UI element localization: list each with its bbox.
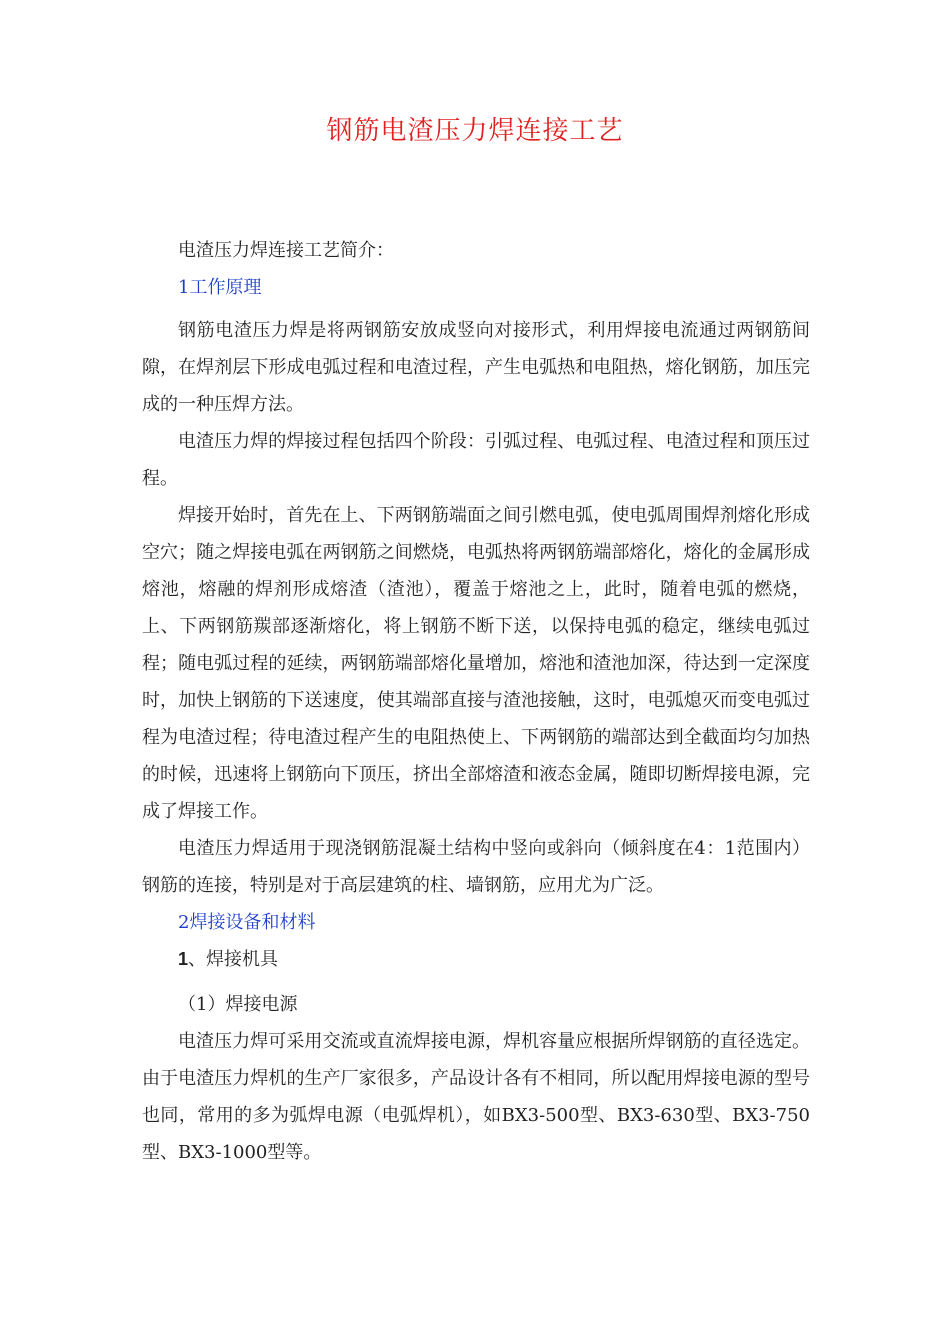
paragraph: 焊接开始时，首先在上、下两钢筋端面之间引燃电弧，使电弧周围焊剂熔化形成空穴；随之焊接电弧在两钢筋之间燃烧，电弧热将两钢筋端部熔化，熔化的金属形成熔池，熔融的焊剂形成熔渣（渣池），覆盖于熔池之上，此时，随着电弧的燃烧，上、下两钢筋羰部逐渐熔化，将上钢筋不断下送，以保持电弧的稳定，继续电弧过程；随电弧过程的延续，两钢筋端部熔化量增加，熔池和渣池加深，待达到一定深度时，加快上钢筋的下送速度，使其端部直接与渣池接触，这时，电弧熄灭而变电弧过程为电渣过程；待电渣过程产生的电阻热使上、下两钢筋的端部达到全截面均匀加热的时候，迅速将上钢筋向下顶压，挤出全部熔渣和液态金属，随即切断焊接电源，完成了焊接工作。 <box>142 505 810 822</box>
document-title: 钢筋电渣压力焊连接工艺 <box>326 116 624 146</box>
paragraph: 电渣压力焊可采用交流或直流焊接电源，焊机容量应根据所焊钢筋的直径选定。由于电渣压力焊机的生产厂家很多，产品设计各有不相同，所以配用焊接电源的型号也同，常用的多为弧焊电源（电弧焊机），如BX3-500型、BX3-630型、BX3-750型、BX3-1000型等。 <box>142 1031 810 1163</box>
section-heading-principle: 1工作原理 <box>178 277 262 298</box>
section-heading-equipment: 2焊接设备和材料 <box>178 912 316 933</box>
paragraph: 钢筋电渣压力焊是将两钢筋安放成竖向对接形式，利用焊接电流通过两钢筋间隙，在焊剂层下形成电弧过程和电渣过程，产生电弧热和电阻热，熔化钢筋，加压完成的一种压焊方法。 <box>142 320 810 415</box>
subheading-number: 1 <box>178 949 189 969</box>
subheading-power-source: （1）焊接电源 <box>178 994 298 1015</box>
subheading-text: 、焊接机具 <box>188 949 279 970</box>
paragraph: 电渣压力焊的焊接过程包括四个阶段：引弧过程、电弧过程、电渣过程和顶压过程。 <box>142 431 810 489</box>
document-body <box>142 232 810 1171</box>
paragraph: 电渣压力焊适用于现浇钢筋混凝土结构中竖向或斜向（倾斜度在4：1范围内）钢筋的连接，特别是对于高层建筑的柱、墙钢筋，应用尤为广泛。 <box>142 838 810 896</box>
subheading-welding-tools <box>142 941 810 978</box>
intro-line: 电渣压力焊连接工艺简介： <box>178 240 394 261</box>
